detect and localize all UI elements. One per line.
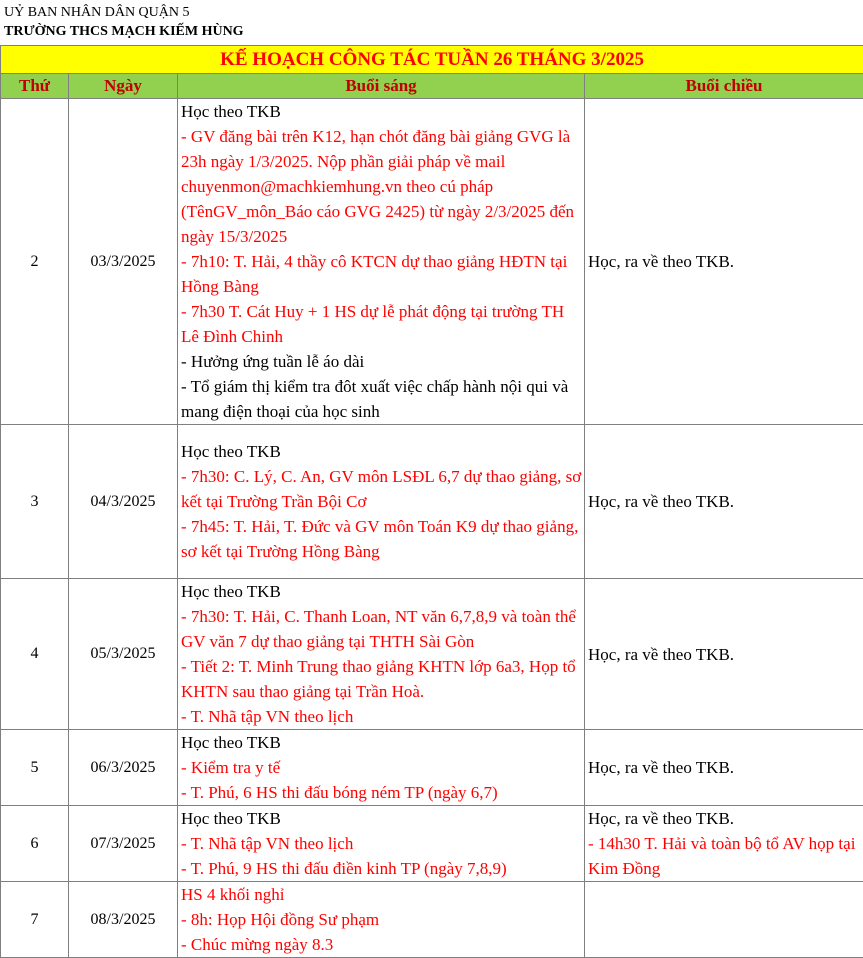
column-header-buoi-sang: Buổi sáng [178,74,585,99]
date-cell: 07/3/2025 [69,806,178,882]
morning-item: - 7h30 T. Cát Huy + 1 HS dự lễ phát động tại trường TH Lê Đình Chinh [181,299,584,349]
morning-item: HS 4 khối nghỉ [181,882,584,907]
day-of-week-cell: 2 [1,99,69,425]
morning-item: - T. Phú, 9 HS thi đấu điền kinh TP (ngày 7,8,9) [181,856,584,881]
afternoon-item: Học, ra về theo TKB. [588,642,863,667]
column-header-row [1,74,863,99]
title-row [1,46,863,74]
morning-item: - Kiểm tra y tế [181,755,584,780]
afternoon-item: Học, ra về theo TKB. [588,755,863,780]
day-of-week-cell: 4 [1,579,69,730]
day-of-week-cell: 7 [1,882,69,958]
morning-item: - Hưởng ứng tuần lễ áo dài [181,349,584,374]
morning-item: Học theo TKB [181,99,584,124]
morning-item: - T. Nhã tập VN theo lịch [181,831,584,856]
weekly-plan-table [0,45,863,958]
table-row [1,882,863,958]
morning-schedule-cell [178,99,585,425]
column-header-buoi-chieu: Buổi chiều [585,74,863,99]
date-cell: 03/3/2025 [69,99,178,425]
morning-item: - 7h30: T. Hải, C. Thanh Loan, NT văn 6,7,8,9 và toàn thể GV văn 7 dự thao giảng tại THTH Sài Gòn [181,604,584,654]
table-row [1,806,863,882]
day-of-week-cell: 6 [1,806,69,882]
afternoon-schedule-cell [585,882,863,958]
date-cell: 08/3/2025 [69,882,178,958]
morning-item: - 7h10: T. Hải, 4 thầy cô KTCN dự thao giảng HĐTN tại Hồng Bàng [181,249,584,299]
plan-title: KẾ HOẠCH CÔNG TÁC TUẦN 26 THÁNG 3/2025 [1,46,863,74]
morning-item: - Tiết 2: T. Minh Trung thao giảng KHTN lớp 6a3, Họp tổ KHTN sau thao giảng tại Trần Hoà. [181,654,584,704]
morning-item: - Tổ giám thị kiểm tra đôt xuất việc chấp hành nội qui và mang điện thoại của học sinh [181,374,584,424]
afternoon-schedule-cell [585,806,863,882]
morning-schedule-cell [178,882,585,958]
morning-item: - T. Nhã tập VN theo lịch [181,704,584,729]
table-row [1,579,863,730]
table-row [1,730,863,806]
afternoon-item: - 14h30 T. Hải và toàn bộ tổ AV họp tại Kim Đồng [588,831,863,881]
header [4,3,244,41]
day-of-week-cell: 5 [1,730,69,806]
morning-schedule-cell [178,730,585,806]
afternoon-schedule-cell [585,425,863,579]
morning-item: - T. Phú, 6 HS thi đấu bóng ném TP (ngày 6,7) [181,780,584,805]
day-of-week-cell: 3 [1,425,69,579]
morning-item: - Chúc mừng ngày 8.3 [181,932,584,957]
afternoon-schedule-cell [585,579,863,730]
district-committee-label: UỶ BAN NHÂN DÂN QUẬN 5 [4,3,244,22]
afternoon-schedule-cell [585,730,863,806]
morning-item: Học theo TKB [181,730,584,755]
table-row [1,425,863,579]
morning-schedule-cell [178,579,585,730]
afternoon-schedule-cell [585,99,863,425]
date-cell: 04/3/2025 [69,425,178,579]
afternoon-item: Học, ra về theo TKB. [588,489,863,514]
morning-schedule-cell [178,806,585,882]
column-header-ngay: Ngày [69,74,178,99]
morning-item: Học theo TKB [181,439,584,464]
morning-item: - 7h45: T. Hải, T. Đức và GV môn Toán K9 dự thao giảng, sơ kết tại Trường Hồng Bàng [181,514,584,564]
morning-item: Học theo TKB [181,806,584,831]
morning-item: - 7h30: C. Lý, C. An, GV môn LSĐL 6,7 dự thao giảng, sơ kết tại Trường Trần Bội Cơ [181,464,584,514]
morning-item: - 8h: Họp Hội đồng Sư phạm [181,907,584,932]
school-name-label: TRƯỜNG THCS MẠCH KIẾM HÙNG [4,22,244,41]
morning-item: - GV đăng bài trên K12, hạn chót đăng bài giảng GVG là 23h ngày 1/3/2025. Nộp phần giải pháp về mail chuyenmon@machkiemhung.vn theo cú pháp (TênGV_môn_Báo cáo GVG 2425) từ ngày 2/3/2025 đến ngày 15/3/2025 [181,124,584,249]
table-row [1,99,863,425]
date-cell: 05/3/2025 [69,579,178,730]
afternoon-item: Học, ra về theo TKB. [588,806,863,831]
column-header-thu: Thứ [1,74,69,99]
afternoon-item: Học, ra về theo TKB. [588,249,863,274]
morning-schedule-cell [178,425,585,579]
date-cell: 06/3/2025 [69,730,178,806]
morning-item: Học theo TKB [181,579,584,604]
